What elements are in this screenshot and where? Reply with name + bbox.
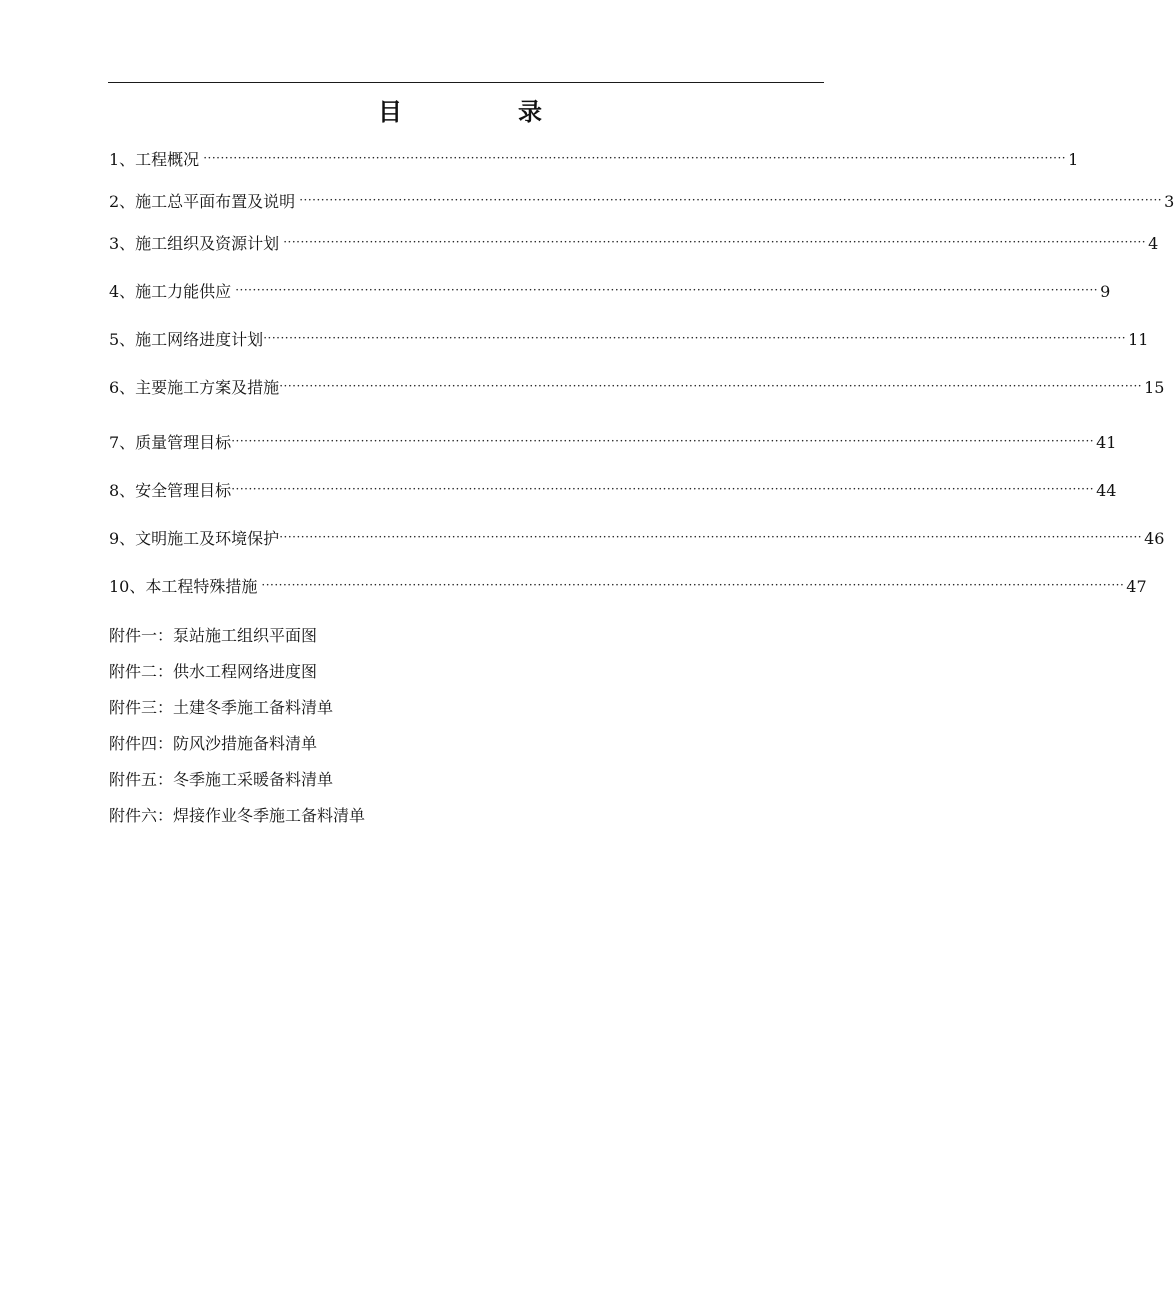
toc-dot-leader: ········································································································································································································ — [231, 434, 1095, 448]
toc-entry-page-number: 15 — [1144, 378, 1165, 397]
toc-dot-leader: ········································································································································································································ — [299, 193, 1163, 207]
appendix-item[interactable]: 附件四：防风沙措施备料清单 — [109, 734, 318, 753]
toc-dot-leader: ········································································································································································································ — [279, 530, 1143, 544]
toc-dot-leader: ········································································································································································································ — [283, 235, 1147, 249]
toc-entry[interactable] — [109, 190, 1174, 214]
toc-dot-leader: ········································································································································································································ — [263, 331, 1127, 345]
toc-entry-page-number: 44 — [1096, 481, 1117, 500]
toc-entry[interactable] — [109, 527, 1165, 551]
toc-entry-label: 3、施工组织及资源计划 — [109, 234, 280, 253]
toc-entry[interactable] — [109, 575, 1147, 599]
toc-dot-leader: ········································································································································································································ — [235, 283, 1099, 297]
appendix-item[interactable]: 附件二：供水工程网络进度图 — [109, 662, 318, 681]
toc-entry[interactable] — [109, 232, 1159, 256]
toc-entry[interactable] — [109, 479, 1117, 503]
toc-entry-label: 10、本工程特殊措施 — [109, 577, 258, 596]
toc-entry-label: 5、施工网络进度计划 — [109, 330, 264, 349]
appendix-item[interactable]: 附件五：冬季施工采暖备料清单 — [109, 770, 334, 789]
toc-dot-leader: ········································································································································································································ — [231, 482, 1095, 496]
toc-entry-page-number: 4 — [1148, 234, 1159, 253]
toc-entry-label: 9、文明施工及环境保护 — [109, 529, 280, 548]
toc-entry-page-number: 47 — [1126, 577, 1147, 596]
toc-entry-page-number: 46 — [1144, 529, 1165, 548]
toc-entry[interactable] — [109, 280, 1111, 304]
toc-entry-label: 8、安全管理目标 — [109, 481, 232, 500]
appendix-item[interactable]: 附件三：土建冬季施工备料清单 — [109, 698, 334, 717]
toc-entry[interactable] — [109, 148, 1079, 172]
toc-entry-label: 6、主要施工方案及措施 — [109, 378, 280, 397]
toc-entry-page-number: 11 — [1128, 330, 1149, 349]
page-title: 目 录 — [378, 98, 588, 126]
appendix-item[interactable]: 附件一：泵站施工组织平面图 — [109, 626, 318, 645]
toc-entry[interactable] — [109, 431, 1117, 455]
toc-entry-page-number: 9 — [1100, 282, 1111, 301]
toc-entry[interactable] — [109, 376, 1165, 400]
toc-entry-page-number: 3 — [1164, 192, 1174, 211]
toc-dot-leader: ········································································································································································································ — [279, 379, 1143, 393]
toc-entry-label: 7、质量管理目标 — [109, 433, 232, 452]
toc-dot-leader: ········································································································································································································ — [261, 578, 1125, 592]
toc-entry-label: 4、施工力能供应 — [109, 282, 232, 301]
toc-entry-label: 2、施工总平面布置及说明 — [109, 192, 296, 211]
toc-entry-page-number: 1 — [1068, 150, 1079, 169]
header-rule — [108, 82, 824, 83]
toc-entry[interactable] — [109, 328, 1149, 352]
appendix-item[interactable]: 附件六：焊接作业冬季施工备料清单 — [109, 806, 366, 825]
toc-entry-page-number: 41 — [1096, 433, 1117, 452]
toc-dot-leader: ········································································································································································································ — [203, 151, 1067, 165]
toc-entry-label: 1、工程概况 — [109, 150, 200, 169]
